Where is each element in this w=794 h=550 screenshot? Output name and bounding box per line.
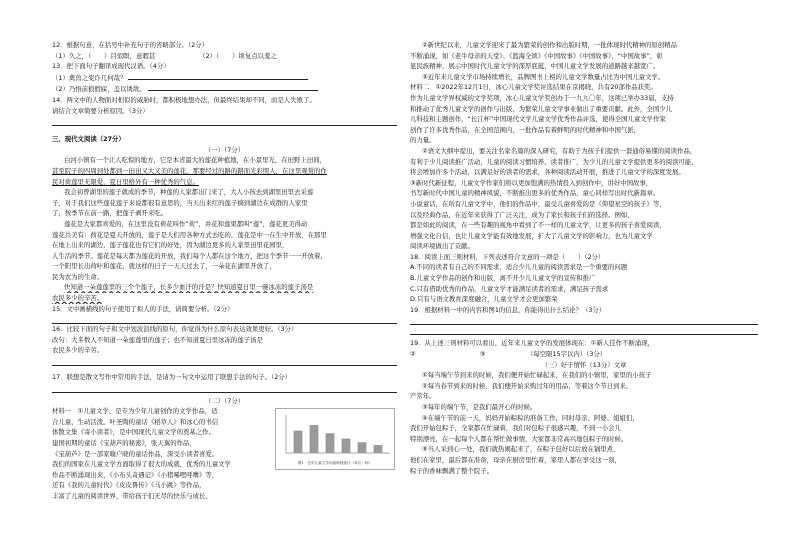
bar-chart (276, 409, 394, 469)
part-3-heading: （三）好子情怀（13分）文章 (541, 360, 627, 369)
question-12-item-2: （2）（ ）顷复点以羞之 (199, 51, 277, 60)
material-line: 阅读环境做出了贡献。 (410, 242, 474, 251)
passage-line-wavy: 农民多少的辛苦。 (52, 294, 104, 303)
material-line: ②语文大纲中提出，要关注名家名篇的深入研究，有助于为孩子们提供一套通俗易懂的阅读作品， (422, 146, 697, 155)
question-14-line-1: 14．两文中的人物面对相似的威胁时，都积极地想办法，但最终结果却不同，而是人失败了。 (52, 95, 316, 104)
passage-line-underlined: 甚至院子的四周到处都到一田田又大又美的莲花。那要经过的路的路面光彩照人，在这里观赏的作 (52, 166, 327, 175)
material-line: 作为儿童文学界权威的文学奖项，冰心儿童文学奖创办于一九九〇年，这项已举办33届，支持 (410, 93, 674, 102)
answer-line[interactable] (52, 356, 397, 366)
question-16-line-2: 改句：大多数人不知道一朵莲莲里的莲子；也不知道夏日里冰冻的莲子汤是 (52, 335, 263, 344)
option-c[interactable]: C.只有借助优秀的作品，儿童文学才能满足读者的需求，满足孩子需求 (410, 284, 609, 293)
question-14-line-2: 请结合文章简要分析原因。（3分） (52, 106, 149, 115)
answer-blank[interactable] (148, 83, 318, 91)
question-13-item-1: （1）禽兽之变诈几何哉？ (52, 72, 397, 84)
material-line: 不断涌现，如《老牛母亲的天堂》、《篮海全颂》《中国故事》《中国故事》，“中国故事”，彰 (410, 51, 663, 60)
passage-line: 莲花共美有：荷花是夏天开放的，莲子是人们用各种方式去吃的，莲花是中一在生中开放，在那里 (52, 230, 327, 239)
material-2 (410, 82, 758, 252)
question-12-item-1: （1）久之，（ ）目似瞑，意暇甚 (52, 51, 156, 60)
answer-line[interactable] (52, 314, 397, 324)
material-line: 材料一 ①儿童文学，是专为少年儿童创作的文学作品，适 (52, 407, 218, 416)
passage-line: 产常年。 (410, 392, 436, 401)
material-line: 儿科技和主题创作，“长江杯”中国现代文学儿童文学优秀作品评选，使得全国儿童文学作家 (410, 115, 666, 124)
question-18: 18．阅读上面三则材料，下列表述符合文意的一项是（ ）（2分） (410, 252, 605, 261)
passage-line: ④在端午节的前一天，妈妈开始粽粽的准备工作，同时母亲、阿婆、姐姐们， (422, 413, 639, 422)
question-15: 15．文中画横线的句子使用了拟人的手法，请简要分析。（2分） (52, 304, 234, 313)
question-19-a: 19．根据材料一中的内容和图1的信息，你能得出什么结论？（3分） (410, 305, 606, 314)
bar-1 (294, 431, 303, 453)
question-19-b: 19．从上述三则材料可以看出，近年来儿童文学的发展体现在：①新人佳作不断涌现， (410, 339, 654, 348)
answer-line[interactable] (410, 325, 758, 335)
material-line: 合儿童，生动活泼。叶圣陶的童话《稻草人》和冰心的书信 (52, 417, 219, 426)
right-column (410, 40, 758, 476)
passage-line: 子，对于我们这些莲花莲子来说都很有意思的，当天出来红的莲子摘到湖边在成群的人家里 (52, 198, 308, 207)
passage-line: 在地上出来的湖边，莲子莲花也有它们的好处，因为湖边更多的人家里田里花园里， (52, 241, 289, 250)
bar-3 (326, 433, 335, 453)
passage-line: ②每当春节到来的时候，我们便开始采购过年的用品，等着这个节日到来， (422, 381, 633, 390)
passage-line-wavy: 快知道一朵莲莲里的三个个莲子，长多少血汗的汗是？快知道夏日里一碗冰冻的莲子汤是 (64, 283, 314, 292)
passage-line: 民为农为的生命。 (52, 272, 104, 281)
material-line: 增强文化自信，也让儿童文学能有效地发展，扩大了儿童文学的影响力，也为儿童文学 (410, 231, 653, 240)
material-line: ③新时代新征程，儿童文学作家们将以更加饱满的热情投入到创作中，讲好中国故事， (410, 178, 653, 187)
bar-2 (310, 425, 319, 453)
option-d[interactable]: D.只有与语文教育深度融合，儿童文学才会更加繁荣 (410, 295, 558, 304)
material-line: 我们的国家在儿童文学方面取得了很大的成就，优秀的儿童文学 (52, 460, 231, 469)
question-13-item-2: （2）乃悟前狼假寐，盖以诱敌。 (52, 83, 397, 95)
question-12-items (52, 51, 397, 62)
answer-line[interactable] (52, 116, 397, 126)
bar-4 (342, 439, 351, 453)
answer-blank[interactable] (128, 72, 308, 80)
question-13: 13．把下面句子翻译成现代汉语。（4分） (52, 62, 170, 71)
material-line: 还有《我的儿童时代》《皮皮鲁传》《马小跳》等作品， (52, 481, 206, 490)
material-line: 和推动了优秀儿童文学的创作与出版，为繁荣儿童文学事业做出了重要贡献。此外，全国少儿 (410, 104, 673, 113)
passage-line: ⑤当人采到心一处，我们就热闹起来了，在粽子包好以后放在锅里煮， (422, 445, 620, 454)
material-line: 以及经典作品，在近年来获得了广泛关注，成为了家长和孩子们的选择。例如， (410, 210, 634, 219)
material-line: ③近年来儿童文学市场持续增长，品牌图书上榜的儿童文学数量占比为中国儿童文学。 (422, 72, 665, 81)
material-line: 《宝葫芦》是一部家喻户晓的童话作品，深受小读者喜爱。 (52, 449, 219, 458)
part-2-heading: （二）（7分） (204, 396, 245, 405)
question-16-line-3: 农民多少的辛劳。 (52, 346, 104, 355)
material-line: ②新世纪以来，儿童文学迎来了最为繁荣的创作和出版时期，一批体现时代精神的原创精品 (422, 41, 677, 49)
question-12: 12．根据句意，在括号中补充句子的省略部分。（2分） (52, 41, 208, 49)
passage-line: 莲花是大家都喜爱的，在这里没有荷花叫作“荷”，并花和莲果都叫“莲”，莲花更美得动 (64, 219, 308, 228)
passage-line: 我会初曾湖里的莲子就成的季节，种莲的人家都出门来了，大人小孩去到湖里田里去采莲 (64, 188, 314, 197)
material-line: 将会增加许多个活动，以满足好的读者的需求，各种阅读活动开展，推进了儿童文学的深度发展。 (410, 168, 685, 177)
passage-line-underlined: 民对荷莲里无限爱，夏日里格外有一种优秀的气息。 (52, 177, 199, 186)
section-3-heading: 三、现代文阅读（27分） (52, 135, 125, 144)
bar-6 (374, 445, 383, 453)
question-16-line-1: 16．比较下面的句子和文中划波浪线的原句，你觉得为什么原句表达效果更好。（3分） (52, 325, 298, 334)
material-1 (52, 406, 397, 501)
passage-line: 特别漂亮，在一起每个人都在帮忙做事情，大家都非常高兴地包粽子的时候。 (410, 434, 628, 443)
material-line: 都是如此的阅读，在一些有趣的视角中看到了不一样的儿童文学，让更多的孩子喜爱阅读， (410, 221, 666, 230)
answer-line[interactable] (410, 315, 758, 325)
passage-line: 我们开始包粽子，全家都在忙碌着，我们对包粽子很感兴趣，不到一小会儿 (410, 424, 621, 433)
material-line: 丰富了儿童的阅读世界，带给孩子们无尽的快乐与成长。 (52, 491, 212, 500)
material-line: 书写新时代中国儿童的精神风貌，不断推出更多的优秀作品，童心同样写出时代新篇章。 (410, 189, 660, 198)
passage-line: 粽子的香味飘满了整个院子。 (410, 466, 494, 475)
material-line: 建国初期的童话《宝葫芦的秘密》，张天翼的作品， (52, 439, 196, 447)
option-a[interactable]: A.不同的读者有自己的不同需求，适合少儿儿童的阅读需求是一个重要的问题 (410, 263, 628, 272)
material-line: 有利于少儿阅读推广活动，儿童的阅读习惯培养、读者推广，为少儿的儿童文学提供更多的阅读可能， (410, 157, 698, 166)
left-column (52, 40, 397, 502)
figure-caption: 图1 近年儿童文学出版种数统计（单位：种） (297, 461, 373, 466)
question-19-c: ② ③ （每空限15字以内）（3分） (410, 350, 607, 359)
bar-chart-figure (275, 408, 395, 470)
material-line: 体散文集《寄小读者》，是中国现代儿童文学的奠基之作。 (52, 428, 215, 437)
material-line: 材料二 ①2022年12月1日，冰心儿童文学奖评选结果在京揭晓，共有20部作品获奖。 (410, 83, 657, 92)
material-line: 的力量。 (410, 136, 436, 145)
question-17: 17．联想是散文写作中常用的手法，是请为一句文中运用了联想手法的句子。（2分） (52, 373, 292, 382)
passage-line: ③每年的端午节，是我们最开心的时候。 (422, 403, 537, 411)
material-line: 作品不断涌现出来，《小布头奇遇记》《小猪唏哩呼噜》等， (52, 470, 219, 479)
passage-line: ①每当端午节到来的时候，我们便开始忙碌起来，在我们的小镇里，家里的小孩子 (422, 371, 652, 380)
material-line: 创作了许多优秀作品，在全国范围内，一批作品有着鲜明的时代精神和中国气派， (410, 125, 641, 134)
passage-line: 了，按季节在前一路，把莲子剥开来吃。 (52, 209, 168, 218)
answer-line[interactable] (52, 383, 397, 393)
material-line: 小说童话，在所有儿童文学中，他们的作品中，最受儿童喜爱的是《仰望星空的孩子》等， (410, 199, 666, 208)
passage-3 (410, 370, 758, 476)
part-1-heading: （一）（7分） (204, 145, 245, 154)
option-b[interactable]: B.儿童文学作品的创作和出版，离不开少儿儿童文学的宣传和推广 (410, 274, 596, 283)
material-line: 显民族精神，展示中国时代儿童文学的深厚底蕴，中国儿童文学发展的道路越来越宽广。 (410, 62, 660, 71)
bar-5 (358, 442, 367, 453)
passage-line: 人生活的季节。莲花是每天都为莲花的开放，我们每个人都在这个地方，把这个季节一一开放着， (52, 251, 327, 260)
passage-line: 他们在家里，最后都在准备，母亲在厨房里忙着，家里人都在享受这一刻， (410, 455, 621, 464)
passage-line: 一个阳里长出荷叶和莲花，就这样的日子一天天过去了，一朵花在湖里开放了， (52, 262, 276, 271)
passage-1 (52, 155, 397, 303)
passage-line: 白河小镇有一个让人吃惊的地方，它是本省最大的莲花种植地，在小景里光，在田野上田间， (64, 156, 327, 165)
